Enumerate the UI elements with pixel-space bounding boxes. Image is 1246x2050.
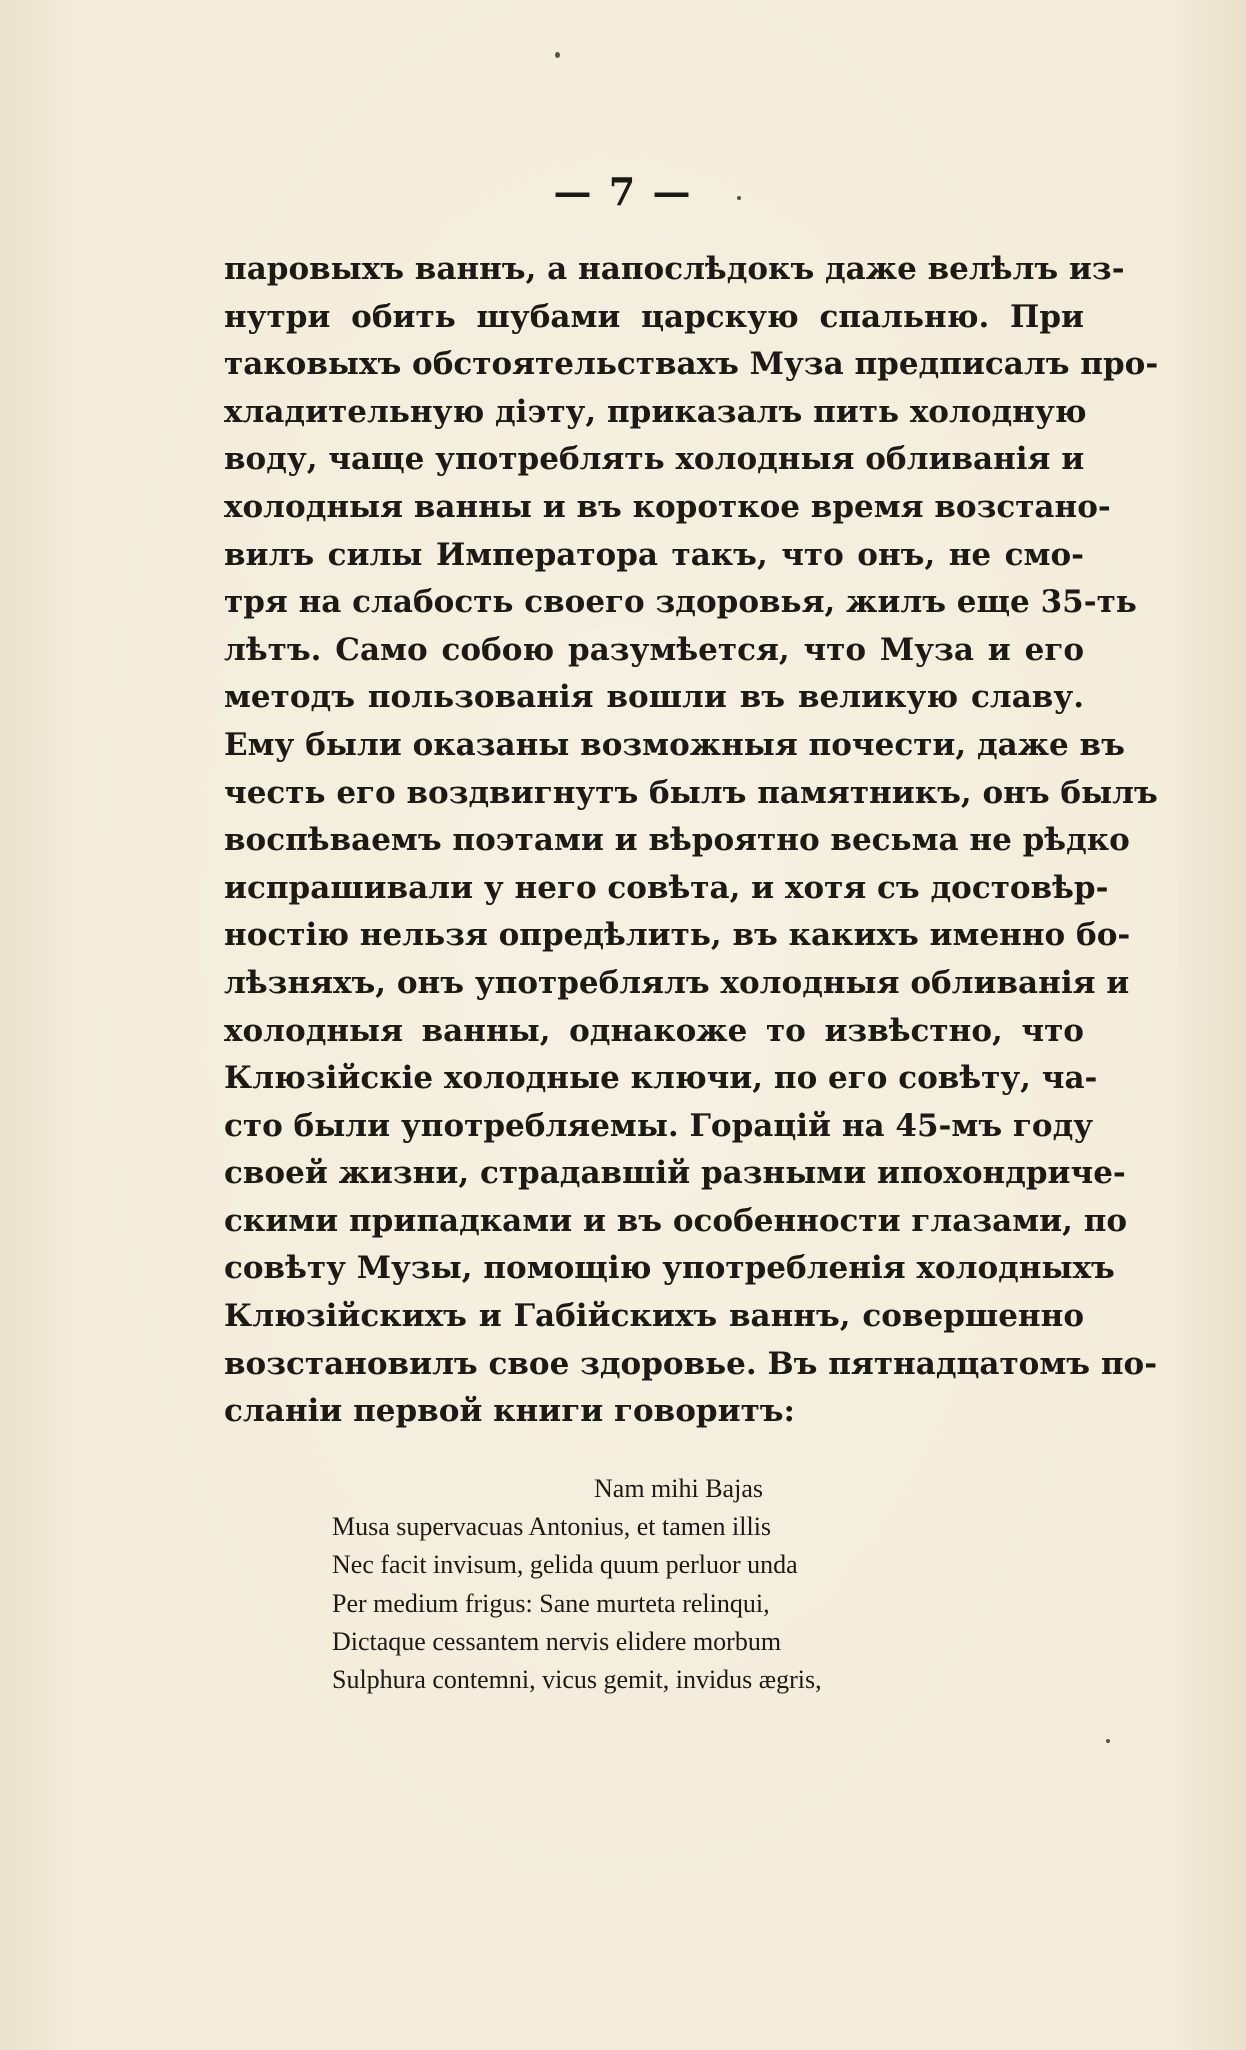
ink-speck [1106, 1739, 1110, 1743]
verse-line: Musa supervacuas Antonius, et tamen illis [332, 1512, 772, 1542]
ink-speck [555, 52, 560, 58]
text-line: тря на слабость своего здоровья, жилъ еще 35-ть [224, 584, 1137, 621]
text-line: лѣтъ. Само собою разумѣется, что Муза и его [224, 631, 1084, 668]
latin-verse-quote [332, 1470, 1032, 1699]
text-line: Ему были оказаны возможныя почести, даже въ [224, 726, 1125, 763]
text-line: методъ пользованія вошли въ великую славу. [224, 679, 1084, 716]
text-line: Клюзійскихъ и Габійскихъ ваннъ, совершенно [224, 1298, 1084, 1335]
text-line: таковыхъ обстоятельствахъ Муза предписалъ про- [224, 346, 1159, 383]
text-line: воду, чаще употреблять холодныя обливанія и [224, 441, 1085, 478]
text-line: хладительную діэту, приказалъ пить холодную [224, 393, 1087, 430]
text-line: совѣту Музы, помощію употребленія холодныхъ [224, 1250, 1115, 1287]
page-number: — 7 — [553, 169, 693, 214]
text-line: паровыхъ ваннъ, а напослѣдокъ даже велѣлъ из- [224, 251, 1125, 287]
text-line: нутри обить шубами царскую спальню. При [224, 298, 1084, 335]
text-line: своей жизни, страдавшій разными ипохондриче- [224, 1155, 1126, 1192]
text-line: воспѣваемъ поэтами и вѣроятно весьма не рѣдко [224, 822, 1130, 859]
verse-line: Nec facit invisum, gelida quum perluor unda [332, 1550, 798, 1580]
text-line: сто были употребляемы. Горацій на 45-мъ году [224, 1107, 1094, 1144]
text-line: холодныя ванны и въ короткое время возстано- [224, 488, 1111, 525]
text-line: скими припадками и въ особенности глазами, по [224, 1202, 1128, 1239]
text-line: ностію нельзя опредѣлить, въ какихъ именно бо- [224, 917, 1131, 954]
verse-line: Sulphura contemni, vicus gemit, invidus ægris, [332, 1664, 822, 1694]
text-line: честь его воздвигнутъ былъ памятникъ, онъ былъ [224, 774, 1158, 811]
text-line: лѣзняхъ, онъ употреблялъ холодныя обливанія и [224, 964, 1130, 1001]
text-line: возстановилъ свое здоровье. Въ пятнадцатомъ по- [224, 1345, 1158, 1382]
verse-line: Nam mihi Bajas [594, 1474, 763, 1503]
text-line: Клюзійскіе холодные ключи, по его совѣту, ча- [224, 1060, 1098, 1097]
text-line: холодныя ванны, однакоже то извѣстно, что [224, 1012, 1084, 1049]
body-text [224, 246, 1159, 1436]
text-line: испрашивали у него совѣта, и хотя съ достовѣр- [224, 869, 1109, 906]
text-line: вилъ силы Императора такъ, что онъ, не смо- [224, 536, 1084, 573]
verse-line: Per medium frigus: Sane murteta relinqui, [332, 1588, 770, 1618]
text-line: сланіи первой книги говоритъ: [224, 1393, 796, 1430]
verse-line: Dictaque cessantem nervis elidere morbum [332, 1626, 782, 1656]
